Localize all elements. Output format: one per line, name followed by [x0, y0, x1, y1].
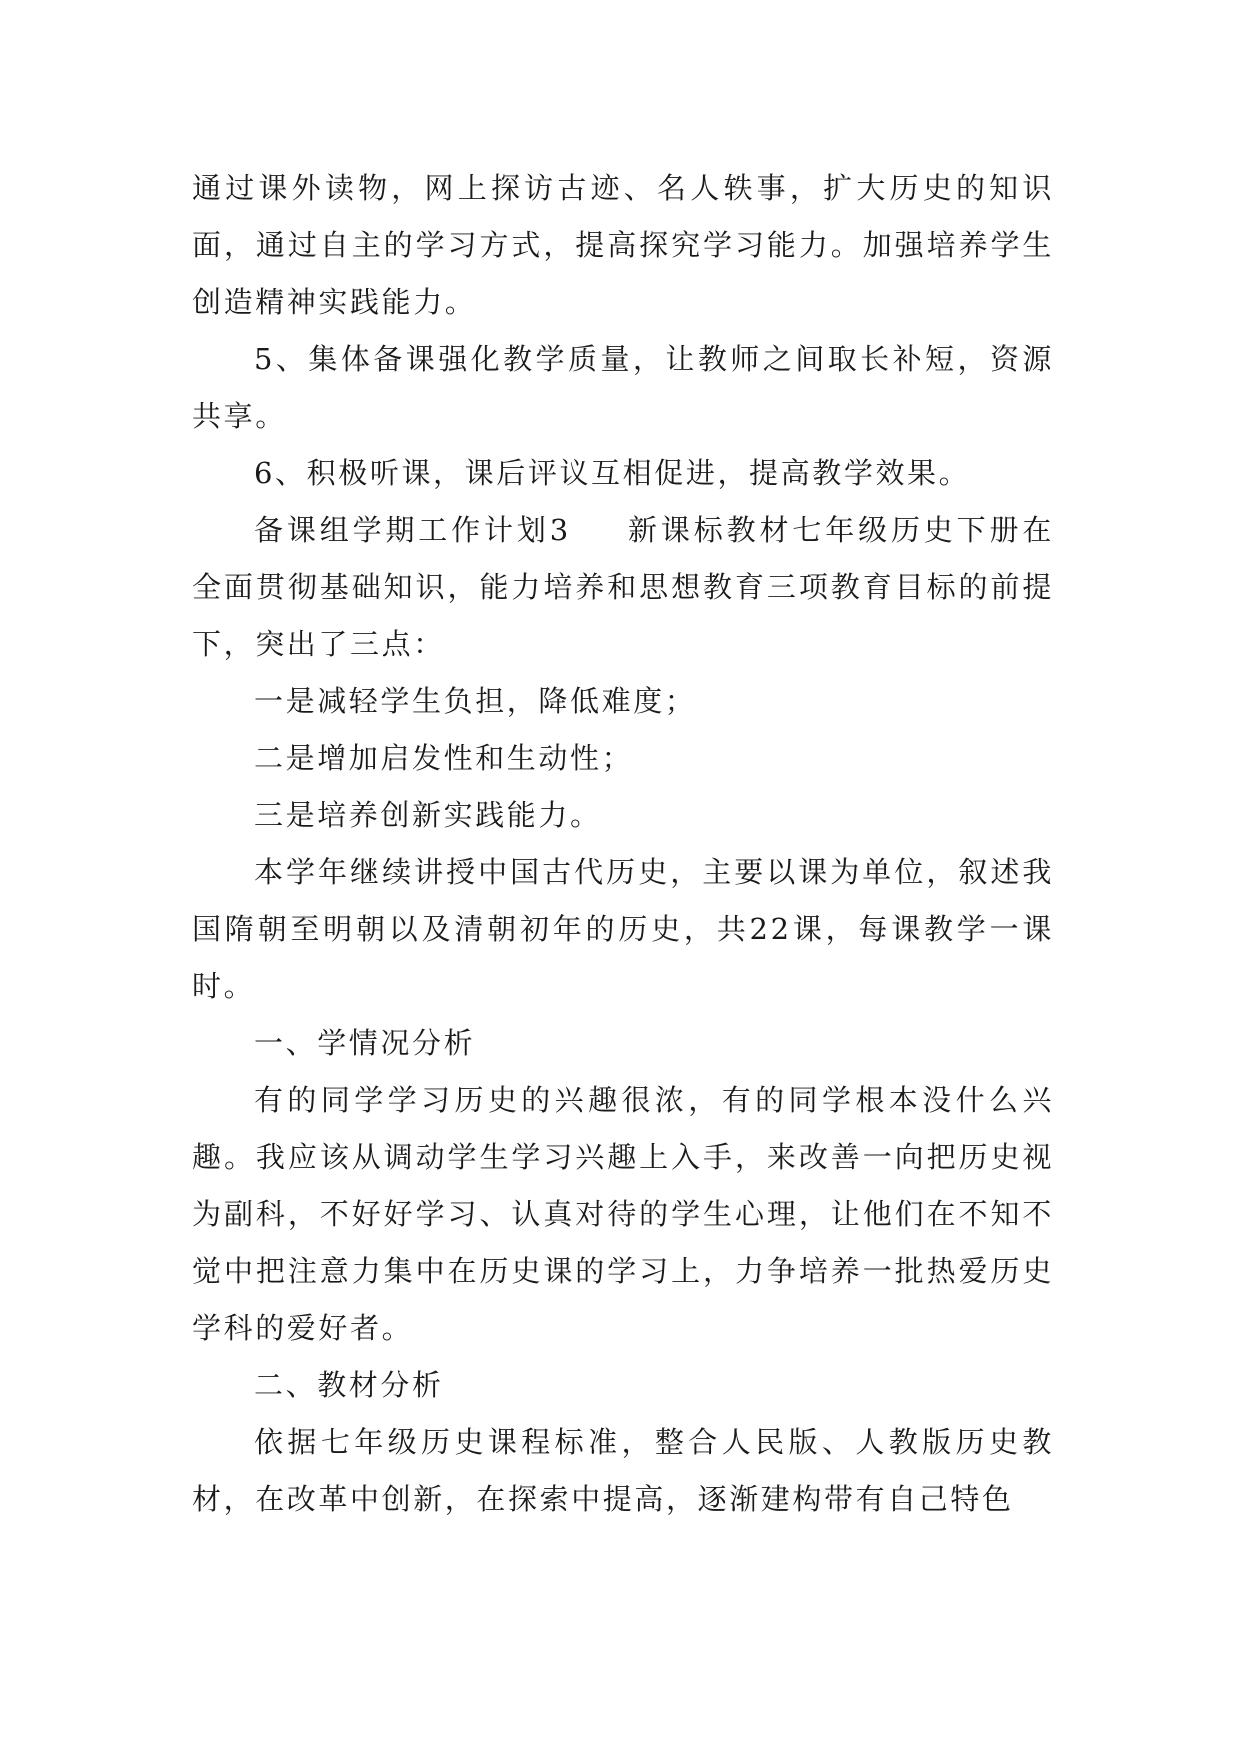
- point-2: 二是增加启发性和生动性；: [254, 741, 634, 775]
- point-1: 一是减轻学生负担，降低难度；: [254, 684, 697, 718]
- paragraph-materials-analysis: 依据七年级历史课程标准，整合人民版、人教版历史教材，在改革中创新，在探索中提高，逐渐建构带有自己特色: [192, 1425, 1054, 1516]
- heading-materials-analysis: 二、教材分析: [254, 1368, 444, 1402]
- paragraph-student-analysis: 有的同学学习历史的兴趣很浓，有的同学根本没什么兴趣。我应该从调动学生学习兴趣上入手，来改善一向把历史视为副科，不好好学习、认真对待的学生心理，让他们在不知不觉中把注意力集中在历史课的学习上，力争培养一批热爱历史学科的爱好者。: [192, 1083, 1054, 1345]
- paragraph-item-6: 6、积极听课，课后评议互相促进，提高教学效果。: [254, 456, 971, 490]
- section-lead: 新课标教材七年级历史下册在全面贯彻基础知识，能力培养和思想教育三项教育目标的前提下，突出了三点：: [192, 513, 1054, 661]
- document-body: [192, 160, 1054, 1528]
- heading-student-analysis: 一、学情况分析: [254, 1026, 476, 1060]
- paragraph-intro: 本学年继续讲授中国古代历史，主要以课为单位，叙述我国隋朝至明朝以及清朝初年的历史，共22课，每课教学一课时。: [192, 855, 1054, 1003]
- paragraph-item-5: 5、集体备课强化教学质量，让教师之间取长补短，资源共享。: [192, 342, 1054, 433]
- paragraph-reading-materials: 通过课外读物，网上探访古迹、名人轶事，扩大历史的知识面，通过自主的学习方式，提高探究学习能力。加强培养学生创造精神实践能力。: [192, 171, 1054, 319]
- point-3: 三是培养创新实践能力。: [254, 798, 602, 832]
- paragraph-section-3: [192, 502, 1054, 673]
- section-title: 备课组学期工作计划3: [254, 513, 571, 547]
